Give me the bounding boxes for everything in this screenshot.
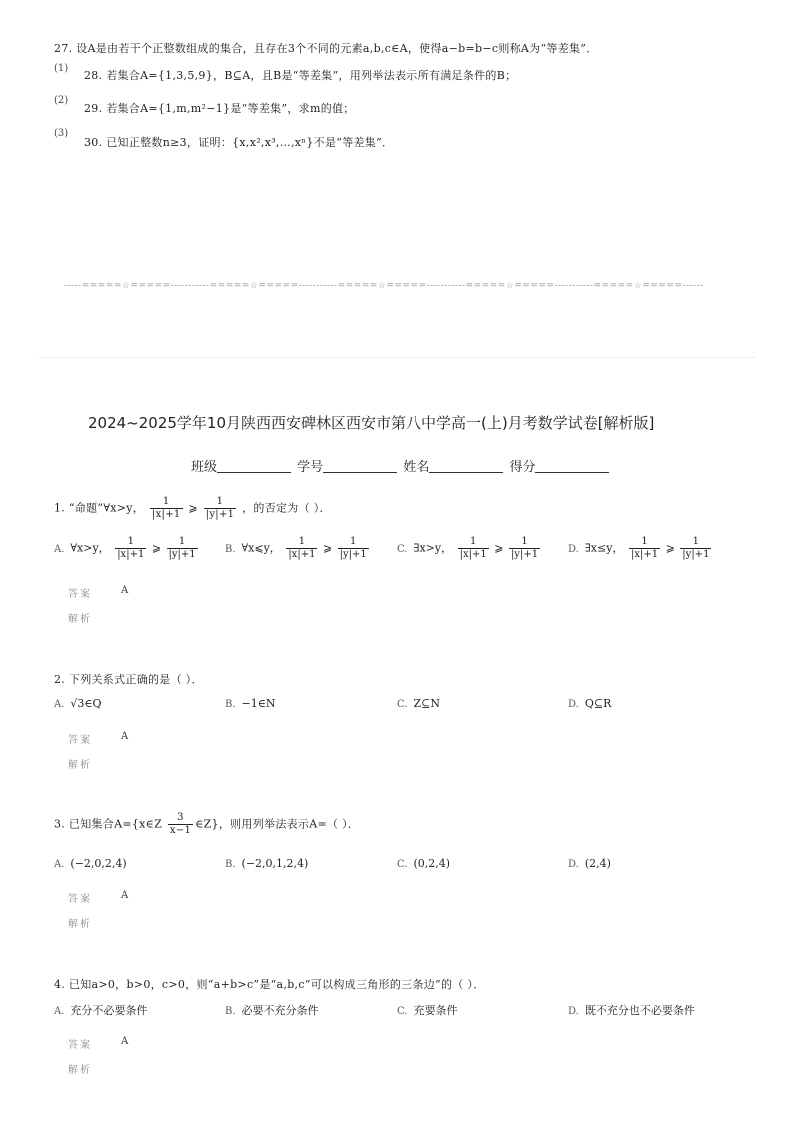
student-id-label: 学号 xyxy=(297,460,324,475)
q1-answer-label: 答案 xyxy=(68,589,92,600)
fraction: $\frac{1}{|y|+1}$ xyxy=(205,496,235,520)
q3-analysis-label[interactable]: 解析 xyxy=(68,919,92,930)
class-field[interactable] xyxy=(217,460,291,473)
q2-option-b[interactable]: B. −1∈N xyxy=(225,697,276,710)
q4-answer-label: 答案 xyxy=(68,1040,92,1051)
part-1-label: (1) xyxy=(54,63,69,74)
page-separator xyxy=(38,357,756,358)
q1-option-d[interactable]: D. ∃x≤y， $\frac{1}{|x|+1}$ ⩾ $\frac{1}{|y|+1}$ xyxy=(568,536,710,560)
score-label: 得分 xyxy=(509,460,536,475)
student-id-field[interactable] xyxy=(323,460,397,473)
question-2: 2. 下列关系式正确的是（ ）． xyxy=(54,673,203,686)
score-field[interactable] xyxy=(535,460,609,473)
part-2-label: (2) xyxy=(54,95,69,106)
q4-option-b[interactable]: B. 必要不充分条件 xyxy=(225,1004,319,1017)
q4-option-c[interactable]: C. 充要条件 xyxy=(397,1004,458,1017)
q4-analysis-label[interactable]: 解析 xyxy=(68,1065,92,1076)
q3-option-c[interactable]: C. (0,2,4) xyxy=(397,857,451,870)
q3-option-d[interactable]: D. (2,4) xyxy=(568,857,611,870)
name-field[interactable] xyxy=(429,460,503,473)
q1-option-b[interactable]: B. ∀x⩽y， $\frac{1}{|x|+1}$ ⩾ $\frac{1}{|y|+1}$ xyxy=(225,536,367,560)
q2-analysis-label[interactable]: 解析 xyxy=(68,760,92,771)
q4-option-d[interactable]: D. 既不充分也不必要条件 xyxy=(568,1004,695,1017)
question-30: 30. 已知正整数n≥3，证明：{x,x²,x³,…,xⁿ}不是“等差集”． xyxy=(84,136,394,149)
q3-answer-value: A xyxy=(121,890,129,901)
q1-option-c[interactable]: C. ∃x>y， $\frac{1}{|x|+1}$ ⩾ $\frac{1}{|y|+1}$ xyxy=(397,536,539,560)
q2-option-c[interactable]: C. Z⊆N xyxy=(397,697,440,710)
q3-answer-label: 答案 xyxy=(68,894,92,905)
student-info-row xyxy=(191,456,611,475)
exam-title: 2024~2025学年10月陕西西安碑林区西安市第八中学高一(上)月考数学试卷[解析版] xyxy=(88,414,655,432)
q1-analysis-label[interactable]: 解析 xyxy=(68,614,92,625)
q2-option-a[interactable]: A. √3∈Q xyxy=(54,697,102,710)
fraction: $\frac{1}{|x|+1}$ xyxy=(151,496,181,520)
class-label: 班级 xyxy=(191,460,218,475)
q1-answer-value: A xyxy=(121,585,129,596)
question-1: 1. “命题”∀x>y， $\frac{1}{|x|+1}$ ⩾ $\frac{1}{|y|+1}$ ，的否定为（ ）． xyxy=(54,496,331,520)
part-3-label: (3) xyxy=(54,128,69,139)
q2-answer-label: 答案 xyxy=(68,735,92,746)
question-29: 29. 若集合A={1,m,m²−1}是“等差集”，求m的值； xyxy=(84,102,355,115)
question-27: 27. 设A是由若干个正整数组成的集合，且存在3个不同的元素a,b,c∈A，使得a−b=b−c则称A为“等差集”． xyxy=(54,42,598,55)
q2-answer-value: A xyxy=(121,731,129,742)
q2-option-d[interactable]: D. Q⊆R xyxy=(568,697,612,710)
question-28: 28. 若集合A={1,3,5,9}，B⊆A，且B是“等差集”，用列举法表示所有满足条件的B； xyxy=(84,69,517,82)
question-4: 4. 已知a>0，b>0，c>0，则“a+b>c”是“a,b,c”可以构成三角形的三条边”的（ ）． xyxy=(54,978,485,991)
q3-option-b[interactable]: B. (−2,0,1,2,4) xyxy=(225,857,309,870)
name-label: 姓名 xyxy=(403,460,430,475)
q1-option-a[interactable]: A. ∀x>y， $\frac{1}{|x|+1}$ ⩾ $\frac{1}{|y|+1}$ xyxy=(54,536,196,560)
q4-answer-value: A xyxy=(121,1036,129,1047)
fraction: $\frac{3}{x-1}$ xyxy=(169,812,192,836)
q4-option-a[interactable]: A. 充分不必要条件 xyxy=(54,1004,148,1017)
section-divider: -----=====☆=====-----------=====☆=====-----------=====☆=====-----------=====☆=====-----------=====☆=====------ xyxy=(64,281,704,291)
question-3: 3. 已知集合A={x∈Z $\frac{3}{x-1}$ ∈Z}，则用列举法表示A=（ ）． xyxy=(54,812,360,836)
q3-option-a[interactable]: A. (−2,0,2,4) xyxy=(54,857,127,870)
